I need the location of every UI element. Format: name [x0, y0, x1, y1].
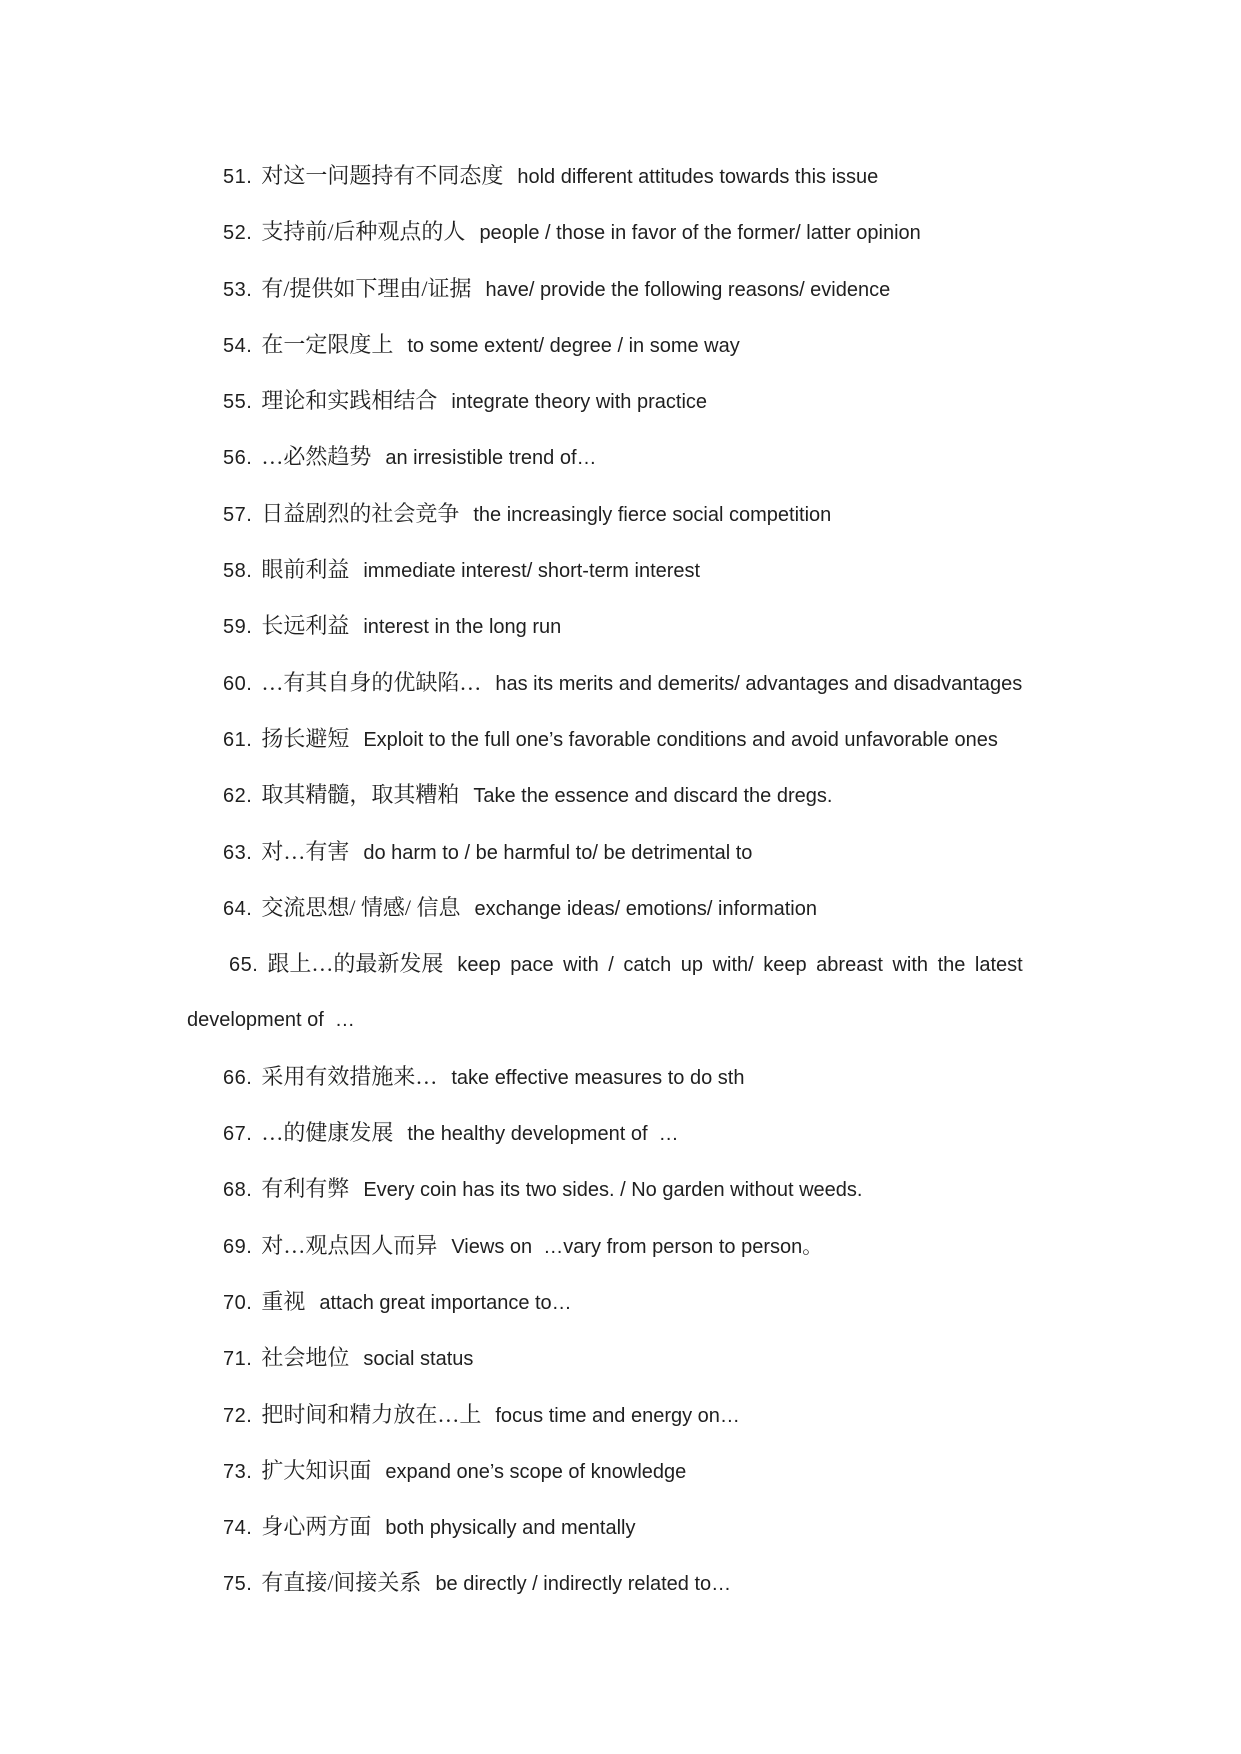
item-chinese-text: 有利有弊 — [261, 1176, 350, 1202]
phrase-item — [0, 429, 1241, 485]
item-number: 52. — [223, 222, 253, 245]
item-english-text: Views on …vary from person to person。 — [451, 1235, 823, 1258]
item-chinese-text: 理论和实践相结合 — [261, 388, 438, 414]
phrase-item — [0, 936, 1241, 992]
item-english-text: have/ provide the following reasons/ evidence — [485, 278, 891, 301]
item-english-text: people / those in favor of the former/ latter opinion — [479, 222, 921, 245]
item-number: 61. — [223, 728, 253, 751]
phrase-item — [0, 1387, 1241, 1443]
item-english-text: keep pace with / catch up with/ keep abreast with the latest — [457, 954, 1023, 977]
item-english-text: attach great importance to… — [319, 1291, 572, 1314]
phrase-item — [0, 373, 1241, 429]
phrase-item — [0, 1049, 1241, 1105]
item-english-text: hold different attitudes towards this issue — [517, 166, 879, 188]
item-english-text: do harm to / be harmful to/ be detrimental to — [363, 841, 753, 864]
item-number: 59. — [223, 616, 253, 639]
item-english-text: Exploit to the full one’s favorable conditions and avoid unfavorable ones — [363, 728, 998, 751]
phrase-item — [0, 1499, 1241, 1555]
item-number: 74. — [223, 1517, 253, 1540]
item-number: 57. — [223, 503, 253, 526]
phrase-item — [0, 204, 1241, 260]
item-english-text: immediate interest/ short-term interest — [363, 560, 701, 583]
phrase-item — [0, 880, 1241, 936]
phrase-item-continuation — [0, 992, 1241, 1048]
item-number: 66. — [223, 1066, 253, 1089]
item-number: 63. — [223, 841, 253, 864]
item-number: 54. — [223, 334, 253, 357]
phrase-item — [0, 317, 1241, 373]
item-english-text: the increasingly fierce social competition — [473, 503, 832, 526]
item-chinese-text: 对…观点因人而异 — [261, 1232, 438, 1258]
item-number: 71. — [223, 1348, 253, 1371]
item-chinese-text: 对这一问题持有不同态度 — [261, 163, 504, 188]
phrase-item — [0, 1555, 1241, 1611]
item-chinese-text: …必然趋势 — [261, 444, 372, 470]
item-chinese-text: 在一定限度上 — [261, 331, 394, 357]
item-english-text: be directly / indirectly related to… — [435, 1573, 732, 1596]
item-number: 60. — [223, 672, 253, 695]
phrase-item — [0, 1218, 1241, 1274]
phrase-item — [0, 148, 1241, 204]
phrase-item — [0, 711, 1241, 767]
item-number: 65. — [229, 954, 259, 977]
item-english-text: integrate theory with practice — [451, 391, 708, 414]
item-chinese-text: 有直接/间接关系 — [261, 1570, 422, 1596]
item-english-text: both physically and mentally — [385, 1517, 636, 1540]
phrase-item — [0, 542, 1241, 598]
item-chinese-text: 支持前/后种观点的人 — [261, 219, 466, 245]
phrase-item — [0, 1161, 1241, 1217]
item-chinese-text: 采用有效措施来… — [261, 1063, 438, 1089]
item-number: 68. — [223, 1179, 253, 1202]
item-number: 72. — [223, 1404, 253, 1427]
item-number: 70. — [223, 1291, 253, 1314]
item-chinese-text: 扬长避短 — [261, 725, 350, 751]
item-number: 51. — [223, 166, 253, 188]
item-number: 69. — [223, 1235, 253, 1258]
phrase-item — [0, 1330, 1241, 1386]
item-chinese-text: …的健康发展 — [261, 1120, 394, 1146]
item-english-text: interest in the long run — [363, 616, 562, 639]
item-number: 67. — [223, 1123, 253, 1146]
item-number: 55. — [223, 391, 253, 414]
item-chinese-text: 眼前利益 — [261, 557, 350, 583]
item-chinese-text: 取其精髓，取其糟粕 — [261, 782, 460, 808]
item-english-continuation-text: development of … — [187, 1009, 355, 1032]
item-english-text: to some extent/ degree / in some way — [407, 334, 740, 357]
item-number: 64. — [223, 897, 253, 920]
item-english-text: Take the essence and discard the dregs. — [473, 785, 833, 808]
item-chinese-text: 长远利益 — [261, 613, 350, 639]
item-chinese-text: 有/提供如下理由/证据 — [261, 275, 472, 301]
item-chinese-text: 身心两方面 — [261, 1514, 372, 1540]
item-english-text: take effective measures to do sth — [451, 1066, 745, 1089]
item-chinese-text: 把时间和精力放在…上 — [261, 1401, 482, 1427]
item-chinese-text: 对…有害 — [261, 838, 350, 864]
phrase-item — [0, 1443, 1241, 1499]
item-number: 58. — [223, 560, 253, 583]
item-chinese-text: 社会地位 — [261, 1345, 350, 1371]
item-number: 56. — [223, 447, 253, 470]
item-english-text: exchange ideas/ emotions/ information — [474, 897, 817, 920]
phrase-item — [0, 598, 1241, 654]
phrase-item — [0, 1105, 1241, 1161]
item-number: 73. — [223, 1460, 253, 1483]
phrase-item — [0, 767, 1241, 823]
phrase-item — [0, 486, 1241, 542]
phrase-item — [0, 1274, 1241, 1330]
phrase-item — [0, 824, 1241, 880]
item-number: 75. — [223, 1573, 253, 1596]
item-chinese-text: 交流思想/ 情感/ 信息 — [261, 894, 461, 920]
item-chinese-text: 跟上…的最新发展 — [267, 951, 444, 977]
item-english-text: an irresistible trend of… — [385, 447, 597, 470]
phrase-item — [0, 261, 1241, 317]
item-english-text: Every coin has its two sides. / No garden without weeds. — [363, 1179, 863, 1202]
phrase-list — [0, 148, 1241, 1612]
item-chinese-text: 扩大知识面 — [261, 1457, 372, 1483]
item-chinese-text: 重视 — [261, 1288, 306, 1314]
item-number: 53. — [223, 278, 253, 301]
item-english-text: social status — [363, 1348, 474, 1371]
phrase-item — [0, 655, 1241, 711]
item-english-text: the healthy development of … — [407, 1123, 679, 1146]
item-chinese-text: …有其自身的优缺陷… — [261, 669, 482, 695]
item-english-text: focus time and energy on… — [495, 1404, 740, 1427]
item-english-text: has its merits and demerits/ advantages and disadvantages — [495, 672, 1023, 695]
item-english-text: expand one’s scope of knowledge — [385, 1460, 687, 1483]
item-number: 62. — [223, 785, 253, 808]
item-chinese-text: 日益剧烈的社会竞争 — [261, 500, 460, 526]
